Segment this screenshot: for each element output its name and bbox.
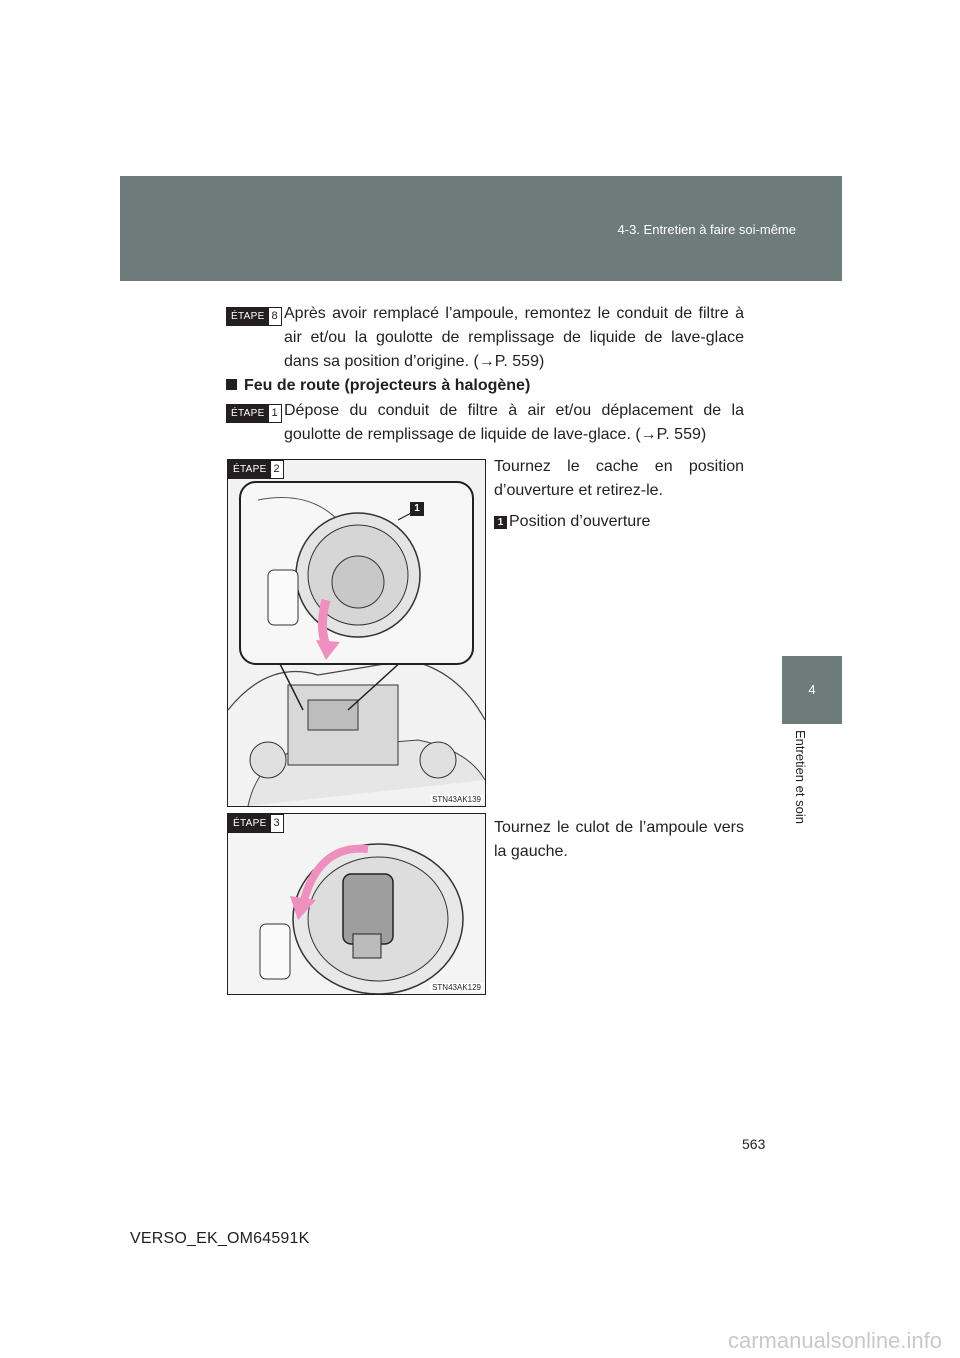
step-number: 2 bbox=[273, 463, 280, 475]
page-number: 563 bbox=[742, 1136, 766, 1152]
step-label: ÉTAPE bbox=[229, 461, 271, 478]
header-band bbox=[120, 176, 842, 281]
step-2-text: Tournez le cache en position d’ouverture et retirez-le. bbox=[494, 458, 744, 499]
legend-callout-box: 1 bbox=[494, 516, 507, 529]
document-code: VERSO_EK_OM64591K bbox=[130, 1230, 310, 1247]
figure-step-3 bbox=[227, 813, 486, 995]
heading-square-icon bbox=[226, 379, 237, 390]
step-badge-2 bbox=[228, 460, 284, 479]
section-heading bbox=[226, 374, 530, 398]
figure-callout-1: 1 bbox=[410, 502, 424, 516]
step-label: ÉTAPE bbox=[229, 815, 271, 832]
step-number: 8 bbox=[271, 310, 278, 322]
chapter-label: Entretien et soin bbox=[793, 730, 808, 824]
chapter-tab: 4 bbox=[782, 656, 842, 724]
step-8-text: Après avoir remplacé l’ampoule, remontez le conduit de filtre à air et/ou la goulotte de remplissage de liquide de lave-glace dans sa position d’origine. (→P. 559) bbox=[284, 305, 744, 370]
step-label: ÉTAPE bbox=[227, 405, 269, 422]
bulb-socket-illustration bbox=[228, 814, 485, 994]
step-label: ÉTAPE bbox=[227, 308, 269, 325]
section-heading-text: Feu de route (projecteurs à halogène) bbox=[244, 377, 531, 394]
step-number: 3 bbox=[273, 817, 280, 829]
watermark: carmanualsonline.info bbox=[727, 1328, 942, 1353]
legend-callout-text: Position d’ouverture bbox=[509, 513, 651, 530]
figure-step-2 bbox=[227, 459, 486, 807]
figure-code: STN43AK129 bbox=[432, 983, 481, 992]
step-badge-1 bbox=[226, 404, 282, 423]
figure-code: STN43AK139 bbox=[432, 795, 481, 804]
chapter-label-wrap bbox=[790, 730, 810, 880]
step-badge-3 bbox=[228, 814, 284, 833]
engine-bay-illustration bbox=[228, 460, 485, 806]
section-title: 4-3. Entretien à faire soi-même bbox=[617, 222, 796, 237]
step-badge-8 bbox=[226, 307, 282, 326]
callout-legend bbox=[494, 512, 650, 532]
step-1-text: Dépose du conduit de filtre à air et/ou déplacement de la goulotte de remplissage de liquide de lave-glace. (→P. 559) bbox=[284, 402, 744, 443]
step-number: 1 bbox=[271, 407, 278, 419]
step-3-text: Tournez le culot de l’ampoule vers la gauche. bbox=[494, 819, 744, 860]
